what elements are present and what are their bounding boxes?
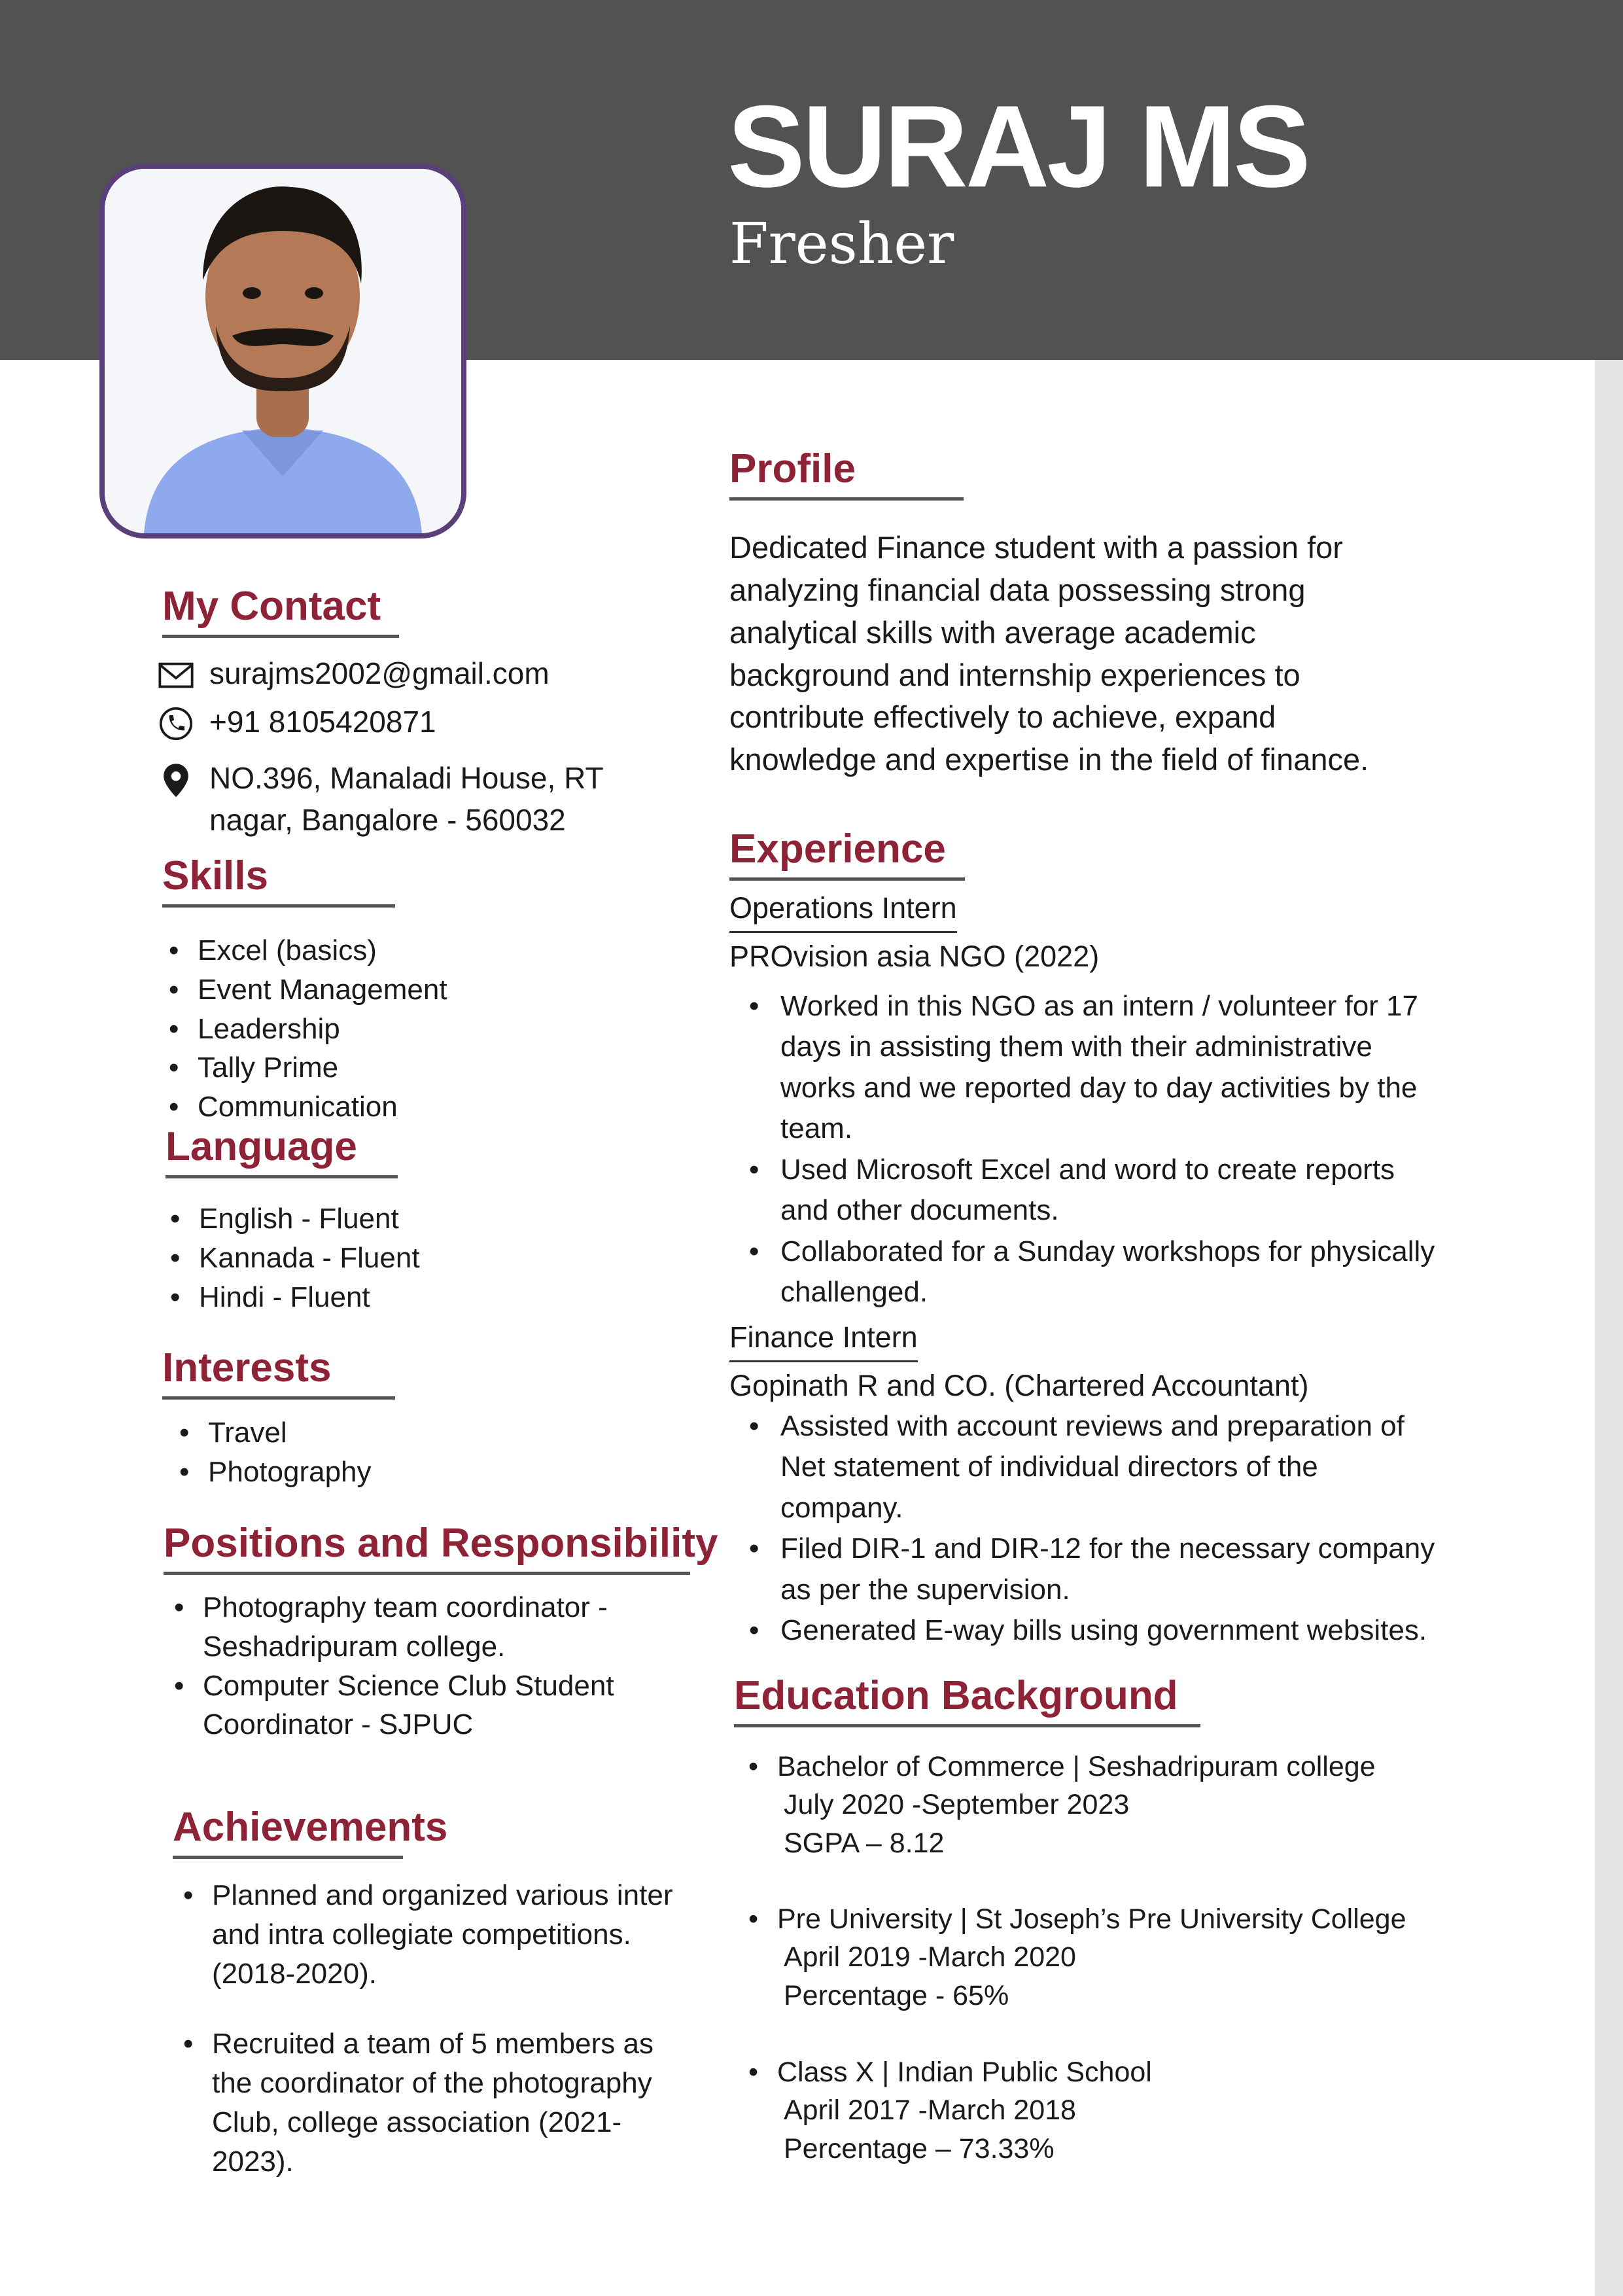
item-line: • Computer Science Club Student (203, 1669, 614, 1702)
list-item: • Event Management (162, 970, 620, 1010)
positions-heading: Positions and Responsibility (164, 1521, 718, 1566)
item-line: Net statement of individual directors of the (780, 1451, 1318, 1483)
language-section (166, 1123, 398, 1178)
language-heading: Language (166, 1124, 357, 1169)
item-line: • Photography team coordinator - (203, 1591, 608, 1623)
job-finance-intern (729, 1316, 1514, 1406)
contact-heading: My Contact (162, 584, 381, 629)
item-line: 2023). (212, 2145, 294, 2178)
item-line: (2018-2020). (212, 1957, 377, 1990)
candidate-title: Fresher (729, 211, 954, 277)
job-org: PROvision asia NGO (2022) (729, 940, 1100, 973)
list-item: • Hindi - Fluent (164, 1278, 621, 1317)
list-item: • English - Fluent (164, 1199, 621, 1239)
section-rule (162, 1396, 395, 1400)
education-degree: • Class X | Indian Public School (739, 2053, 1152, 2091)
list-item (177, 2024, 713, 2181)
education-score: SGPA – 8.12 (784, 1827, 945, 1859)
achievements-section (173, 1803, 448, 1859)
education-dates: April 2019 -March 2020 (784, 1941, 1076, 1973)
item-line: challenged. (780, 1276, 928, 1309)
phone-icon (157, 705, 195, 743)
experience-section (729, 825, 965, 881)
list-item: • Communication (162, 1087, 620, 1127)
item-line: and other documents. (780, 1194, 1059, 1227)
list-item (742, 1150, 1514, 1231)
job-role: Finance Intern (729, 1316, 918, 1362)
job-role: Operations Intern (729, 887, 957, 933)
map-pin-icon (157, 761, 195, 799)
profile-line: knowledge and expertise in the field of finance. (729, 742, 1369, 777)
item-line: Club, college association (2021- (212, 2106, 622, 2139)
page-edge-strip (1595, 360, 1623, 2296)
profile-photo (99, 164, 466, 539)
contact-address-row (157, 757, 693, 841)
profile-summary (729, 527, 1501, 781)
list-item (167, 1667, 704, 1745)
education-section (734, 1672, 1200, 1727)
item-line: • Collaborated for a Sunday workshops for physically (780, 1235, 1435, 1267)
education-degree: • Bachelor of Commerce | Seshadripuram college (739, 1748, 1376, 1786)
profile-line: background and internship experiences to (729, 657, 1300, 692)
profile-line: Dedicated Finance student with a passion for (729, 530, 1343, 565)
envelope-icon (157, 656, 195, 694)
section-rule (173, 1856, 403, 1859)
list-item (742, 1231, 1514, 1313)
positions-section (164, 1519, 718, 1575)
item-line: • Worked in this NGO as an intern / volunteer for 17 (780, 990, 1418, 1022)
email-link[interactable]: surajms2002@gmail.com (209, 656, 550, 690)
list-item (742, 986, 1514, 1150)
job-org: Gopinath R and CO. (Chartered Accountant) (729, 1369, 1309, 1402)
section-rule (162, 904, 395, 908)
candidate-name: SURAJ MS (727, 81, 1308, 211)
achievements-list (177, 1876, 713, 2181)
profile-line: contribute effectively to achieve, expand (729, 699, 1276, 735)
list-item: • Excel (basics) (162, 931, 620, 970)
experience-heading: Experience (729, 826, 946, 872)
section-rule (162, 635, 399, 638)
item-line: team. (780, 1112, 853, 1145)
education-degree: • Pre University | St Joseph’s Pre University College (739, 1900, 1406, 1938)
section-rule (729, 497, 964, 501)
contact-phone-row (157, 701, 693, 743)
item-line: • Planned and organized various inter (212, 1879, 673, 1911)
item-line: as per the supervision. (780, 1573, 1070, 1606)
item-line: the coordinator of the photography (212, 2067, 652, 2100)
education-dates: July 2020 -September 2023 (784, 1789, 1130, 1821)
list-item: • Travel (173, 1413, 631, 1453)
item-line: • Filed DIR-1 and DIR-12 for the necessary company (780, 1532, 1435, 1565)
skills-section (162, 852, 395, 908)
item-line: • Assisted with account reviews and preparation of (780, 1410, 1405, 1442)
portrait-illustration (105, 169, 461, 533)
education-score: Percentage – 73.33% (784, 2132, 1055, 2164)
profile-line: analytical skills with average academic (729, 614, 1256, 650)
item-line: days in assisting them with their administrative (780, 1031, 1372, 1063)
section-rule (734, 1724, 1200, 1727)
education-dates: April 2017 -March 2018 (784, 2094, 1076, 2127)
language-list (164, 1199, 621, 1316)
item-line: works and we reported day to day activities by the (780, 1071, 1418, 1104)
item-line: • Used Microsoft Excel and word to create reports (780, 1153, 1395, 1186)
education-heading: Education Background (734, 1673, 1178, 1718)
item-line: and intra collegiate competitions. (212, 1918, 631, 1951)
phone-number: +91 8105420871 (209, 705, 436, 739)
interests-heading: Interests (162, 1345, 332, 1390)
education-item (739, 2053, 1152, 2168)
education-score: Percentage - 65% (784, 1979, 1009, 2011)
item-line: Coordinator - SJPUC (203, 1708, 474, 1741)
section-rule (729, 877, 965, 881)
education-item (739, 1900, 1406, 2015)
interests-list (173, 1413, 631, 1492)
contact-section (162, 582, 399, 638)
list-item (167, 1588, 704, 1667)
address-line: NO.396, Manaladi House, RT (209, 761, 604, 795)
list-item (742, 1406, 1514, 1528)
list-item (742, 1528, 1514, 1610)
profile-heading: Profile (729, 446, 856, 491)
list-item: • Kannada - Fluent (164, 1239, 621, 1278)
item-line: company. (780, 1491, 903, 1524)
profile-line: analyzing financial data possessing strong (729, 572, 1306, 607)
address (209, 757, 693, 841)
positions-list (167, 1588, 704, 1744)
list-item: • Leadership (162, 1010, 620, 1049)
section-rule (166, 1175, 398, 1178)
list-item: • Tally Prime (162, 1048, 620, 1087)
interests-section (162, 1344, 395, 1400)
item-line: • Recruited a team of 5 members as (212, 2028, 654, 2060)
section-rule (164, 1572, 690, 1575)
item-line: • Generated E-way bills using government websites. (780, 1614, 1427, 1647)
job-bullets (742, 1406, 1514, 1651)
education-item (739, 1748, 1376, 1862)
job-bullets (742, 986, 1514, 1313)
list-item: • Photography (173, 1453, 631, 1492)
job-operations-intern (729, 887, 1514, 977)
profile-section (729, 445, 964, 501)
list-item (177, 1876, 713, 1993)
item-line: Seshadripuram college. (203, 1630, 506, 1663)
contact-email-row (157, 652, 693, 694)
list-item (742, 1610, 1514, 1651)
achievements-heading: Achievements (173, 1805, 448, 1850)
skills-list (162, 931, 620, 1127)
address-line: nagar, Bangalore - 560032 (209, 803, 566, 838)
skills-heading: Skills (162, 853, 268, 898)
